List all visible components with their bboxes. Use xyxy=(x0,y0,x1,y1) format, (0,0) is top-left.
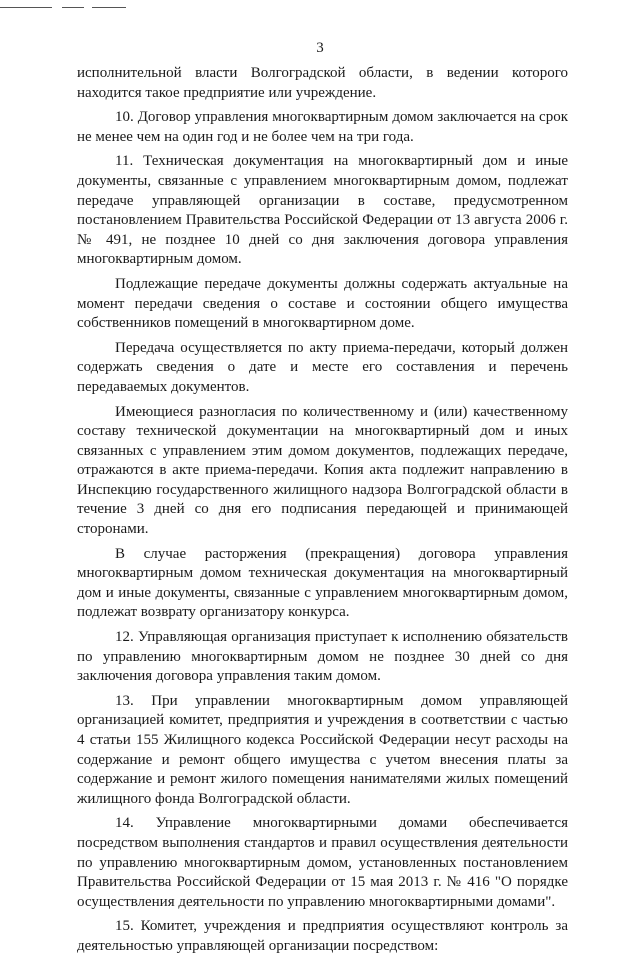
paragraph: В случае расторжения (прекращения) договора управления многоквартирным домом техническая документация на многоквартирный дом и иные документы, связанные с управлением многоквартирным домом, подлежат возврату организатору конкурса. xyxy=(77,545,568,621)
paragraph: исполнительной власти Волгоградской области, в ведении которого находится такое предприятие или учреждение. xyxy=(77,65,568,101)
page-number: 3 xyxy=(316,40,324,56)
paragraph: 12. Управляющая организация приступает к исполнению обязательств по управлению многоквартирным домом не позднее 30 дней со дня заключения договора управления таким домом. xyxy=(77,629,568,685)
paragraph: Подлежащие передаче документы должны содержать актуальные на момент передачи сведения о составе и состоянии общего имущества собственников помещений в многоквартирном доме. xyxy=(77,275,568,332)
paragraph: 14. Управление многоквартирными домами обеспечивается посредством выполнения стандартов и правил осуществления деятельности по управлению многоквартирным домом, установленных постановлением Правительства Российской Федерации от 15 мая 2013 г. № 416 "О порядке осуществления деятельности по управлению многоквартирными домами". xyxy=(77,815,568,910)
scan-edge-mark xyxy=(0,7,52,8)
paragraph: 11. Техническая документация на многоквартирный дом и иные документы, связанные с управлением многоквартирным домом, подлежат передаче управляющей организации в составе, предусмотренном постановлением Правительства Российской Федерации от 13 августа 2006 г. № 491, не позднее 10 дней со дня заключения договора управления многоквартирным домом. xyxy=(77,153,568,268)
scan-edge-mark xyxy=(92,7,126,8)
paragraph: 15. Комитет, учреждения и предприятия осуществляют контроль за деятельностью управляющей организации посредством: xyxy=(77,918,568,954)
paragraph: 10. Договор управления многоквартирным домом заключается на срок не менее чем на один год и не более чем на три года. xyxy=(77,109,568,145)
paragraph: Имеющиеся разногласия по количественному и (или) качественному составу технической документации на многоквартирный дом и иных связанных с управлением этим домом документов, подлежащих передаче, отражаются в акте приема-передачи. Копия акта подлежит направлению в Инспекцию государственного жилищного надзора Волгоградской области в течение 3 дней со дня его подписания передающей и принимающей сторонами. xyxy=(77,403,568,538)
document-body xyxy=(77,64,568,957)
scan-edge-mark xyxy=(62,7,84,8)
paragraph: 13. При управлении многоквартирным домом управляющей организацией комитет, предприятия и учреждения в соответствии с частью 4 статьи 155 Жилищного кодекса Российской Федерации несут расходы на содержание и ремонт общего имущества с учетом внесения платы за содержание и ремонт жилого помещения нанимателями жилых помещений жилищного фонда Волгоградской области. xyxy=(77,692,568,807)
paragraph: Передача осуществляется по акту приема-передачи, который должен содержать сведения о дате и месте его составления и перечень передаваемых документов. xyxy=(77,339,568,395)
